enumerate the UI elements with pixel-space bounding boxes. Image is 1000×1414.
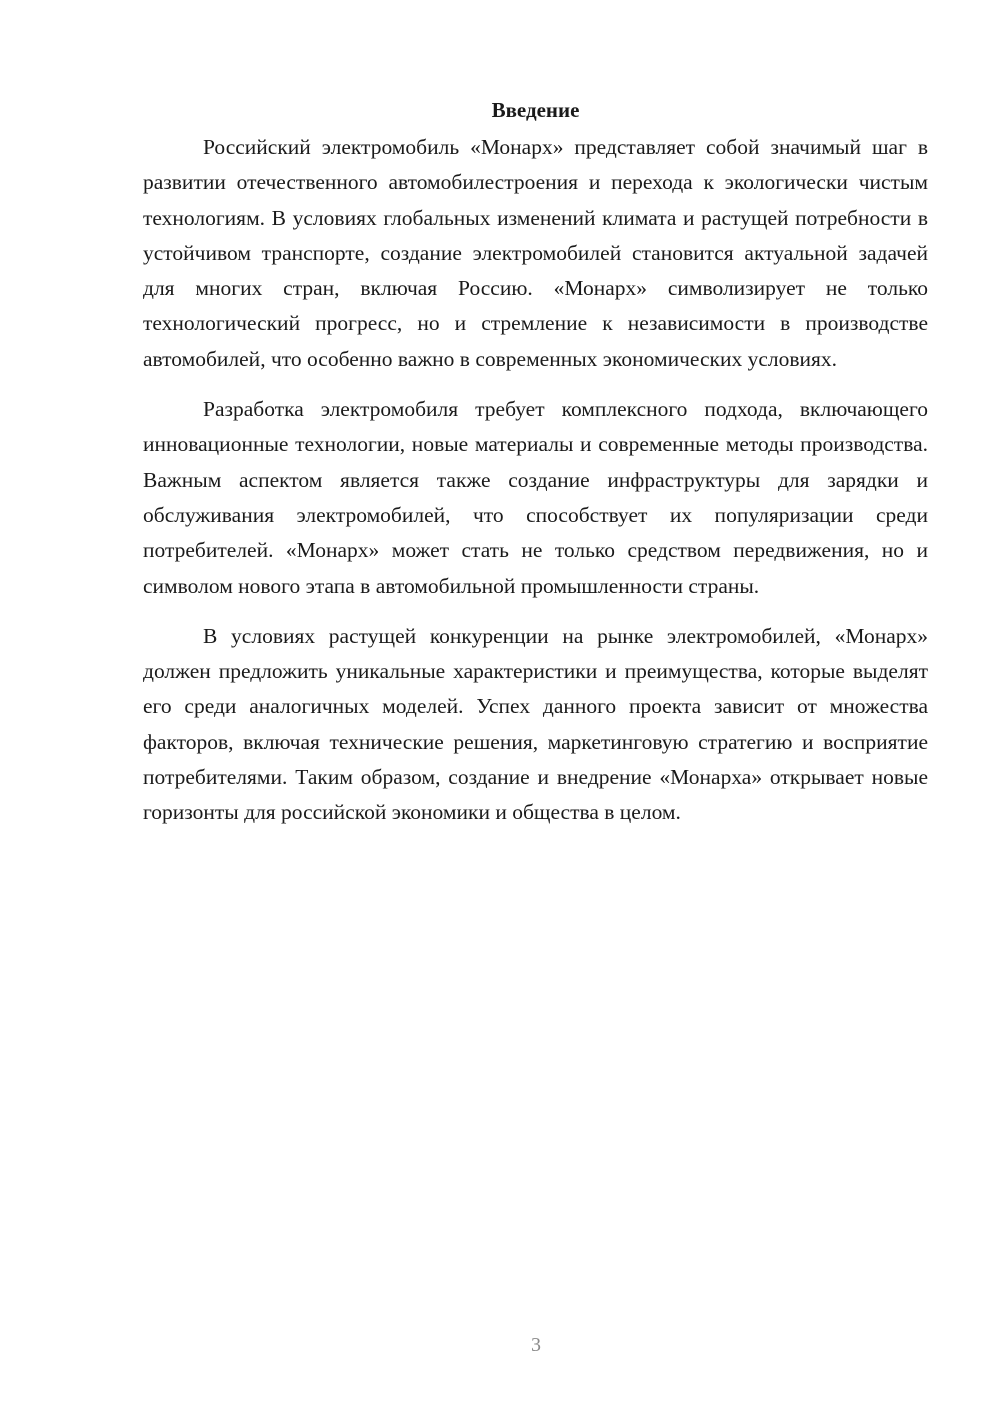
paragraph-3: В условиях растущей конкуренции на рынке электромобилей, «Монарх» должен предложить уникальные характеристики и преимущества, которые выделят его среди аналогичных моделей. Успех данного проекта зависит от множества факторов, включая технические решения, маркетинговую стратегию и восприятие потребителями. Таким образом, создание и внедрение «Монарха» открывает новые горизонты для российской экономики и общества в целом.	[143, 623, 928, 825]
paragraph-1: Российский электромобиль «Монарх» представляет собой значимый шаг в развитии отечественного автомобилестроения и перехода к экологически чистым технологиям. В условиях глобальных изменений климата и растущей потребности в устойчивом транспорте, создание электромобилей становится актуальной задачей для многих стран, включая Россию. «Монарх» символизирует не только технологический прогресс, но и стремление к независимости в производстве автомобилей, что особенно важно в современных экономических условиях.	[143, 135, 928, 371]
page-number: 3	[531, 1334, 541, 1356]
paragraph-2: Разработка электромобиля требует комплексного подхода, включающего инновационные технологии, новые материалы и современные методы производства. Важным аспектом является также создание инфраструктуры для зарядки и обслуживания электромобилей, что способствует их популяризации среди потребителей. «Монарх» может стать не только средством передвижения, но и символом нового этапа в автомобильной промышленности страны.	[143, 397, 928, 598]
section-heading: Введение	[491, 98, 580, 122]
page-content	[143, 92, 928, 831]
